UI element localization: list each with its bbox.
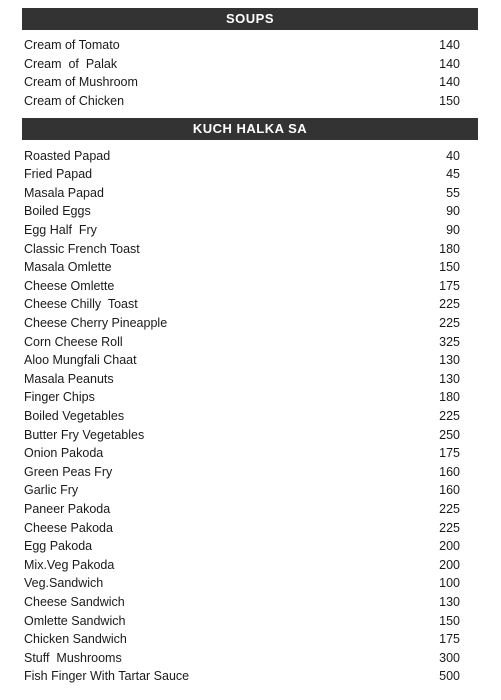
item-price: 130	[439, 371, 460, 386]
item-name: Cheese Cherry Pineapple	[24, 316, 168, 331]
menu-item	[22, 221, 478, 240]
menu-item	[22, 73, 478, 92]
item-price: 160	[439, 483, 460, 498]
item-name: Mix.Veg Pakoda	[24, 557, 115, 572]
item-price: 180	[439, 390, 460, 405]
item-name: Aloo Mungfali Chaat	[24, 353, 137, 368]
item-price: 200	[439, 539, 460, 554]
item-price: 225	[439, 408, 460, 423]
item-name: Boiled Eggs	[24, 204, 91, 219]
item-name: Masala Omlette	[24, 260, 112, 275]
item-name: Corn Cheese Roll	[24, 334, 123, 349]
item-price: 180	[439, 241, 460, 256]
item-name: Veg.Sandwich	[24, 576, 104, 591]
item-name: Cheese Omlette	[24, 278, 115, 293]
menu-item	[22, 444, 478, 463]
menu-item	[22, 314, 478, 333]
item-name: Cheese Sandwich	[24, 594, 125, 609]
section-header: SOUPS	[22, 8, 478, 30]
menu-item	[22, 92, 478, 111]
section-kuch-halka-sa	[22, 118, 478, 693]
item-name: Cream of Tomato	[24, 38, 120, 53]
menu-item	[22, 462, 478, 481]
item-price: 45	[446, 167, 460, 182]
section-header: KUCH HALKA SA	[22, 118, 478, 140]
item-price: 160	[439, 464, 460, 479]
item-name: Fried Papad	[24, 167, 93, 182]
menu-item	[22, 407, 478, 426]
item-price: 225	[439, 501, 460, 516]
item-name: Masala Papad	[24, 185, 104, 200]
item-name: Paneer Pakoda	[24, 501, 111, 516]
item-price: 300	[439, 650, 460, 665]
item-name: Green Peas Fry	[24, 464, 113, 479]
item-price: 250	[439, 427, 460, 442]
item-name: Chicken Sandwich	[24, 632, 127, 647]
item-name: Omlette Sandwich	[24, 613, 126, 628]
item-price: 150	[439, 260, 460, 275]
menu-item	[22, 518, 478, 537]
item-price: 500	[439, 669, 460, 684]
menu-item	[22, 332, 478, 351]
item-name: Cheese Chilly Toast	[24, 297, 138, 312]
item-name: Fish Finger With Tartar Sauce	[24, 669, 190, 684]
menu-item	[22, 555, 478, 574]
item-name: Butter Fry Vegetables	[24, 427, 145, 442]
section-items	[22, 140, 478, 693]
item-price: 175	[439, 446, 460, 461]
item-price: 40	[446, 148, 460, 163]
item-price: 90	[446, 223, 460, 238]
menu-item	[22, 425, 478, 444]
item-name: Masala Peanuts	[24, 371, 114, 386]
menu-item	[22, 388, 478, 407]
item-price: 200	[439, 557, 460, 572]
item-name: Egg Pakoda	[24, 539, 93, 554]
section-soups	[22, 8, 478, 118]
item-price: 90	[446, 204, 460, 219]
menu-item	[22, 351, 478, 370]
item-price: 140	[439, 75, 460, 90]
item-price: 175	[439, 278, 460, 293]
menu-item	[22, 574, 478, 593]
menu-item	[22, 667, 478, 686]
item-name: Finger Chips	[24, 390, 95, 405]
item-price: 175	[439, 632, 460, 647]
item-name: Cream of Mushroom	[24, 75, 138, 90]
menu-item	[22, 481, 478, 500]
item-price: 140	[439, 56, 460, 71]
item-name: Cheese Pakoda	[24, 520, 113, 535]
menu-item	[22, 146, 478, 165]
item-price: 140	[439, 38, 460, 53]
menu-item	[22, 593, 478, 612]
menu-item	[22, 258, 478, 277]
menu-item	[22, 202, 478, 221]
menu-item	[22, 165, 478, 184]
menu-item	[22, 55, 478, 74]
menu-item	[22, 370, 478, 389]
item-name: Garlic Fry	[24, 483, 79, 498]
item-price: 225	[439, 520, 460, 535]
item-price: 55	[446, 185, 460, 200]
item-price: 130	[439, 594, 460, 609]
menu-item	[22, 611, 478, 630]
item-name: Cream of Chicken	[24, 94, 125, 109]
item-name: Roasted Papad	[24, 148, 111, 163]
item-name: Classic French Toast	[24, 241, 140, 256]
item-price: 325	[439, 334, 460, 349]
item-price: 150	[439, 613, 460, 628]
menu-item	[22, 295, 478, 314]
item-name: Onion Pakoda	[24, 446, 104, 461]
menu-item	[22, 184, 478, 203]
menu-item	[22, 277, 478, 296]
item-price: 150	[439, 94, 460, 109]
item-price: 100	[439, 576, 460, 591]
item-price: 130	[439, 353, 460, 368]
section-items	[22, 30, 478, 118]
item-name: Cream of Palak	[24, 56, 118, 71]
menu-item	[22, 36, 478, 55]
menu-item	[22, 537, 478, 556]
menu-item	[22, 500, 478, 519]
item-price: 225	[439, 316, 460, 331]
menu-item	[22, 648, 478, 667]
menu	[22, 8, 478, 694]
item-name: Egg Half Fry	[24, 223, 97, 238]
menu-item	[22, 239, 478, 258]
item-name: Stuff Mushrooms	[24, 650, 122, 665]
item-name: Boiled Vegetables	[24, 408, 125, 423]
item-price: 225	[439, 297, 460, 312]
menu-item	[22, 630, 478, 649]
